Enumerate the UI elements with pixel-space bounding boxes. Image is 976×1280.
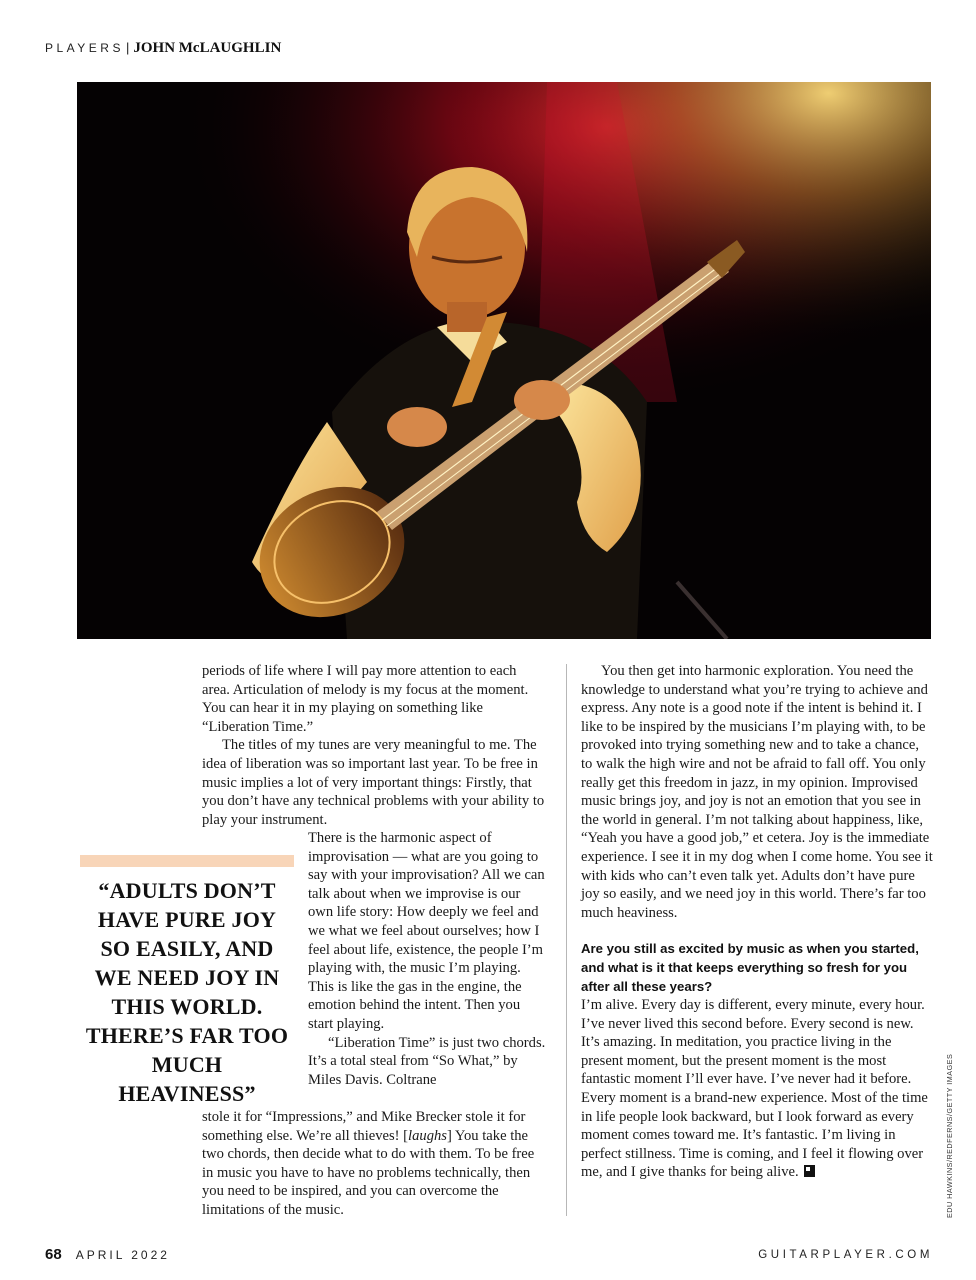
body-paragraph: [202, 1108, 547, 1220]
left-column-bottom: [202, 1108, 547, 1220]
page-header: [45, 38, 281, 58]
issue-date: APRIL 2022: [75, 1248, 170, 1262]
right-column: [581, 662, 933, 1182]
photo-credit: EDU HAWKINS/REDFERNS/GETTY IMAGES: [945, 1053, 954, 1218]
section-label: PLAYERS: [45, 41, 124, 55]
body-paragraph: You then get into harmonic exploration. You need the knowledge to understand what you’re trying to achieve and express. Any note is a good note if the intent is behind it. I like to be inspired by the musicians I’m playing with, to be provoked into trying something new and to take a chance, to walk the high wire and not be afraid to fall off. You only really get this freedom in jazz, in my opinion. Improvised music brings joy, and joy is not an emotion that you see in the world in general. I’m not talking about happiness, like, “Yeah you have a good job,” et cetera. Joy is the immediate experience. I see it in my dog when I come home. You see it with kids who can’t even talk yet. Adults don’t have pure joy so easily, and we need joy in this world. There’s far too much heaviness.: [581, 663, 933, 921]
article-subject: JOHN McLAUGHLIN: [133, 40, 282, 56]
body-paragraph: periods of life where I will pay more attention to each area. Articulation of melody is my focus at the moment. You can hear it in my playing on something like “Liberation Time.”: [202, 663, 529, 735]
website-url: GUITARPLAYER.COM: [758, 1249, 933, 1261]
pull-quote: “ADULTS DON’T HAVE PURE JOY SO EASILY, AND WE NEED JOY IN THIS WORLD. THERE’S FAR TOO MUCH HEAVINESS”: [85, 878, 289, 1106]
footer-left: [45, 1246, 170, 1264]
column-divider: [566, 664, 567, 1216]
left-column-top: [202, 662, 547, 829]
header-separator: |: [125, 40, 130, 55]
stage-direction: laughs: [408, 1127, 447, 1144]
body-paragraph: There is the harmonic aspect of improvisation — what are you going to say with your improvisation? All we can talk about when we improvise is our own life story: How deeply we feel and we what we feel about ourselves; how I feel about life, existence, the people I’m playing with, the music I’m playing. This is like the gas in the engine, the emotion behind the intent. Then you start playing.: [308, 830, 545, 1032]
body-text: stole it for “Impressions,” and Mike Brecker stole it for something else. We’re all thieves! [: [202, 1109, 526, 1144]
page-number: 68: [45, 1246, 62, 1263]
guitarist-illustration: [77, 82, 931, 639]
body-text: ] You take the two chords, then decide what to do with them. To be free in music you have to have no problems technically, then you need to be inspired, and you can overcome the limitations of the music.: [202, 1127, 535, 1218]
pull-quote-accent-bar: [80, 855, 294, 867]
body-text: I’m alive. Every day is different, every minute, every hour. I’ve never lived this second before. Every second is new. It’s amazing. In meditation, you practice living in the present moment, but the present moment is the most fantastic moment I’ll ever have. I’ve never had it before. Every moment is a brand-new experience. Most of the time in life people look backward, but I look forward as every moment comes toward me. It’s fantastic. I’m living in perfect stillness. Time is coming, and I feel it flowing over me, and I give thanks for being alive.: [581, 997, 928, 1181]
interview-answer: [581, 996, 933, 1182]
concert-photo: [77, 82, 931, 639]
body-paragraph: The titles of my tunes are very meaningful to me. The idea of liberation was so important last year. To be free in music implies a lot of very important things: Firstly, that you don’t have any technical problems with your ability to play your instrument.: [202, 737, 545, 828]
end-of-article-icon: [804, 1165, 815, 1177]
interview-question: Are you still as excited by music as when you started, and what is it that keeps everything so fresh for you after all these years?: [581, 941, 919, 994]
body-paragraph: “Liberation Time” is just two chords. It’s a total steal from “So What,” by Miles Davis. Coltrane: [308, 1034, 546, 1088]
left-column-wrap: [308, 829, 548, 1089]
